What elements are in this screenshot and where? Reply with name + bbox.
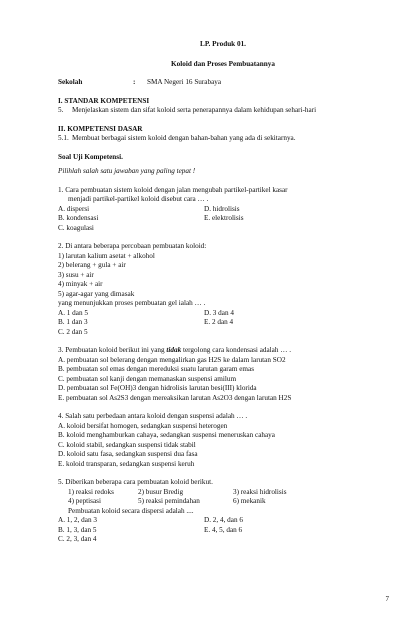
question-2 — [58, 242, 388, 337]
list-item: 2) busur Bredig — [138, 487, 184, 496]
question-1 — [58, 186, 388, 234]
list-item: 2) belerang + gula + air — [58, 261, 126, 269]
school-label: Sekolah — [58, 78, 83, 86]
option-c: C. 2 dan 5 — [58, 327, 88, 336]
sk-text: Menjelaskan sistem dan sifat koloid serta penerapannya dalam kehidupan sehari-hari — [72, 106, 317, 114]
sk-number: 5. — [58, 106, 64, 114]
school-value: SMA Negeri 16 Surabaya — [147, 78, 222, 86]
question-text: 4. Salah satu perbedaan antara koloid dengan suspensi adalah … . — [58, 412, 248, 420]
option-e: E. elektrolisis — [204, 214, 244, 222]
school-colon: : — [133, 78, 136, 86]
list-item: 4) minyak + air — [58, 280, 103, 288]
question-5 — [58, 478, 388, 545]
option-a: A. pembuatan sol belerang dengan mengalirkan gas H2S ke dalam larutan SO2 — [58, 355, 286, 364]
question-text: 5. Diberikan beberapa cara pembuatan koloid berikut. — [58, 478, 213, 486]
list-item: 4) peptisasi — [68, 497, 101, 505]
list-item: 5) agar-agar yang dimasak — [58, 289, 135, 298]
option-e: E. pembuatan sol As2S3 dengan mereaksikan larutan As2O3 dengan larutan H2S — [58, 393, 292, 402]
question-text-post: tergolong cara kondensasi adalah … . — [181, 346, 292, 354]
option-a: A. 1, 2, dan 3 — [58, 516, 97, 524]
list-item: 5) reaksi pemindahan — [138, 497, 200, 505]
option-d: D. 3 dan 4 — [204, 308, 234, 317]
option-b: B. 1, 3, dan 5 — [58, 525, 97, 534]
option-c: C. pembuatan sol kanji dengan memanaskan suspensi amilum — [58, 374, 237, 383]
question-text-pre: 3. Pembuatan koloid berikut ini yang — [58, 346, 167, 354]
quiz-heading: Soal Uji Kompetensi. — [58, 152, 123, 161]
question-emphasis: tidak — [166, 346, 182, 354]
option-a: A. 1 dan 5 — [58, 308, 88, 317]
page-content — [58, 40, 388, 545]
option-d: D. koloid satu fasa, sedangkan suspensi dua fasa — [58, 450, 198, 458]
sk-item — [58, 106, 388, 116]
kd-number: 5.1. — [58, 134, 69, 142]
option-e: E. koloid transparan, sedangkan suspensi keruh — [58, 459, 195, 468]
sk-heading: I. STANDAR KOMPETENSI — [58, 96, 150, 105]
option-d: D. 2, 4, dan 6 — [204, 516, 243, 524]
option-a: A. koloid bersifat homogen, sedangkan suspensi heterogen — [58, 421, 228, 430]
question-stem: Pembuatan koloid secara dispersi adalah .... — [68, 506, 194, 515]
kd-item — [58, 134, 388, 144]
list-item: 1) larutan kalium asetat + alkohol — [58, 251, 155, 260]
school-row — [58, 78, 388, 88]
question-text-cont: menjadi partikel-partikel koloid disebut cara … . — [68, 195, 209, 203]
option-b: B. pembuatan sol emas dengan mereduksi suatu larutan garam emas — [58, 365, 254, 373]
option-c: C. koloid stabil, sedangkan suspensi tidak stabil — [58, 440, 196, 449]
option-e: E. 2 dan 4 — [204, 318, 234, 326]
list-item: 3) susu + air — [58, 270, 94, 279]
option-a: A. dispersi — [58, 204, 90, 213]
question-text: 2. Di antara beberapa percobaan pembuatan koloid: — [58, 242, 207, 250]
kd-heading: II. KOMPETENSI DASAR — [58, 124, 143, 133]
option-b: B. koloid menghamburkan cahaya, sedangkan suspensi meneruskan cahaya — [58, 431, 275, 439]
list-item: 1) reaksi redoks — [68, 487, 114, 496]
option-e: E. 4, 5, dan 6 — [204, 525, 243, 534]
option-c: C. koagulasi — [58, 223, 94, 232]
question-text: 1. Cara pembuatan sistem koloid dengan jalan mengubah partikel-partikel kasar — [58, 185, 288, 194]
option-d: D. pembuatan sol Fe(OH)3 dengan hidrolisis larutan besi(III) klorida — [58, 384, 257, 392]
kd-text: Membuat berbagai sistem koloid dengan bahan-bahan yang ada di sekitarnya. — [72, 134, 296, 142]
question-4 — [58, 412, 388, 469]
page-subtitle: Koloid dan Proses Pembuatannya — [171, 59, 275, 68]
page-number: 7 — [385, 594, 389, 603]
quiz-instruction: Pilihlah salah satu jawaban yang paling tepat ! — [58, 167, 196, 175]
option-c: C. 2, 3, dan 4 — [58, 535, 97, 543]
option-b: B. kondensasi — [58, 214, 99, 222]
page-title: LP. Produk 01. — [200, 40, 246, 48]
question-3 — [58, 346, 388, 403]
question-stem: yang menunjukkan proses pembuatan gel ialah … . — [58, 299, 206, 307]
option-b: B. 1 dan 3 — [58, 318, 88, 326]
option-d: D. hidrolisis — [204, 204, 240, 213]
question-text — [58, 346, 388, 356]
list-item: 3) reaksi hidrolisis — [233, 487, 287, 496]
list-item: 6) mekanik — [233, 497, 266, 505]
